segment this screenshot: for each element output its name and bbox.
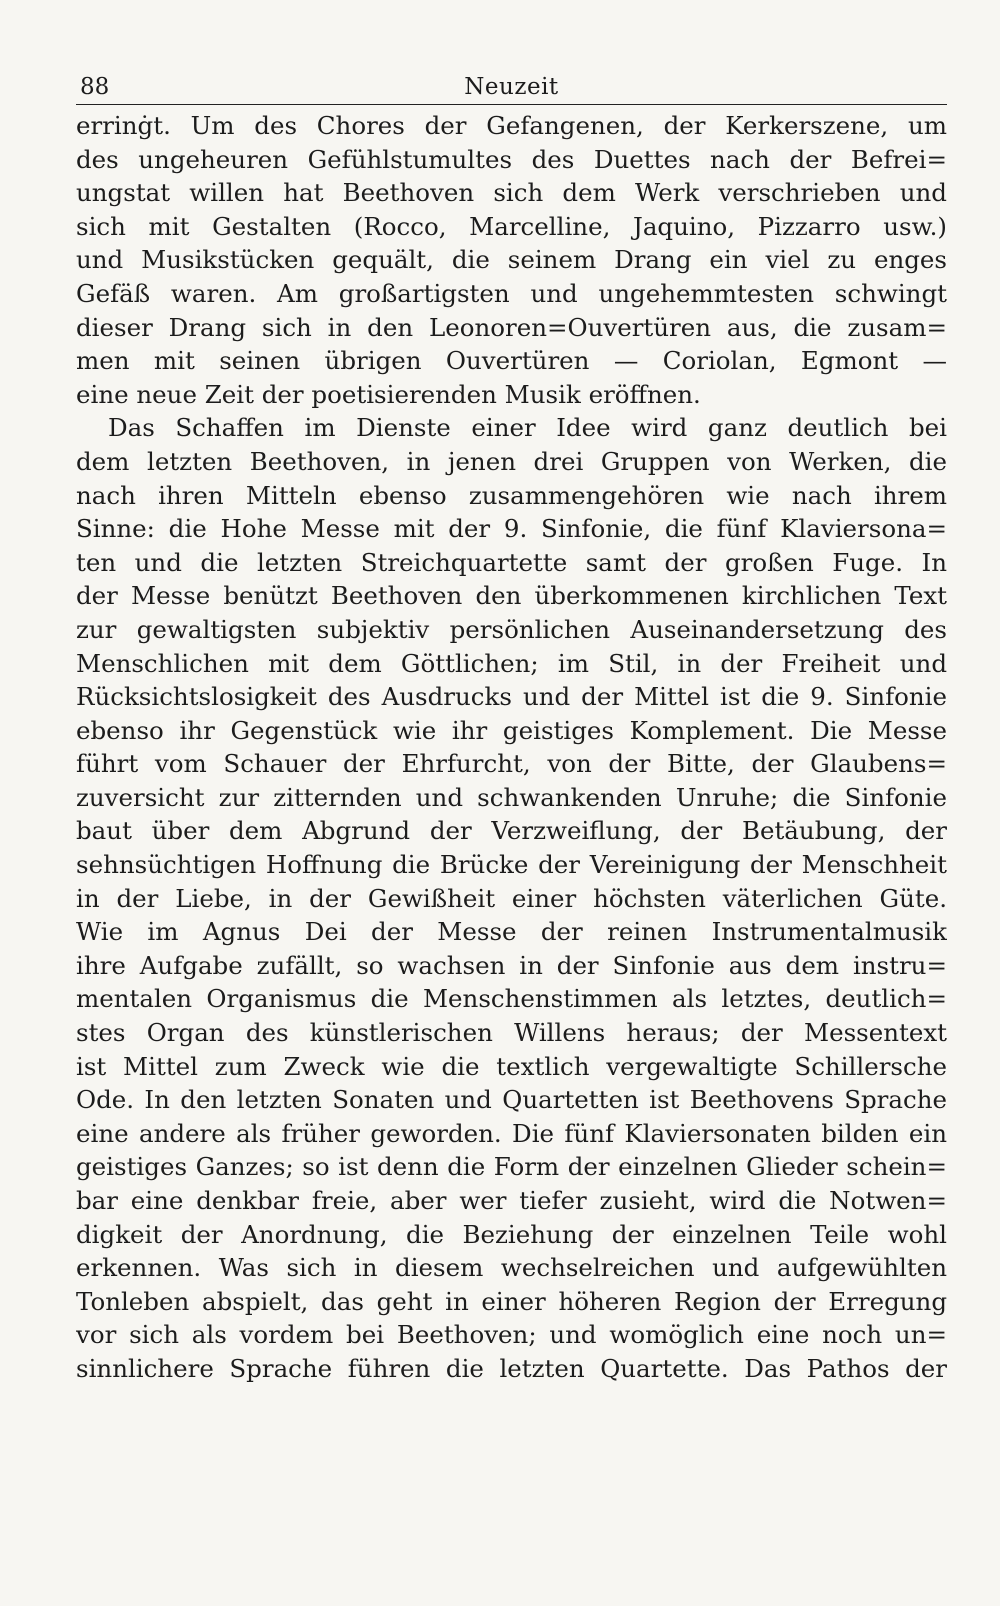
text-line: ebenso ihr Gegenstück wie ihr geistiges Komplement. Die Messe [76, 715, 947, 745]
text-line: digkeit der Anordnung, die Beziehung der einzelnen Teile wohl [76, 1219, 947, 1249]
running-header [76, 70, 947, 105]
text-line: bar eine denkbar freie, aber wer tiefer zusieht, wird die Notwen= [76, 1186, 947, 1215]
text-line: führt vom Schauer der Ehrfurcht, von der Bitte, der Glaubens= [76, 749, 947, 779]
text-line: des ungeheuren Gefühlstumultes des Duettes nach der Befrei= [76, 144, 947, 174]
text-line: errinġt. Um des Chores der Gefangenen, der Kerkerszene, um [76, 111, 947, 140]
text-line: dieser Drang sich in den Leonoren=Ouvertüren aus, die zusam= [76, 312, 947, 342]
text-line: baut über dem Abgrund der Verzweiflung, der Betäubung, der [76, 816, 947, 846]
text-line: ist Mittel zum Zweck wie die textlich vergewaltigte Schillersche [76, 1051, 947, 1081]
text-line: in der Liebe, in der Gewißheit einer höchsten väterlichen Güte. [76, 883, 947, 913]
text-line: nach ihren Mitteln ebenso zusammengehören wie nach ihrem [76, 480, 947, 510]
text-line: men mit seinen übrigen Ouvertüren — Coriolan, Egmont — [76, 346, 947, 376]
text-line: Wie im Agnus Dei der Messe der reinen Instrumentalmusik [76, 917, 947, 947]
text-line: ungstat willen hat Beethoven sich dem Werk verschrieben und [76, 178, 947, 208]
text-line: zuversicht zur zitternden und schwankenden Unruhe; die Sinfonie [76, 782, 947, 812]
text-line: zur gewaltigsten subjektiv persönlichen Auseinandersetzung des [76, 614, 947, 644]
paragraph-start-line: Das Schaffen im Dienste einer Idee wird ganz deutlich bei [108, 413, 947, 443]
text-line: vor sich als vordem bei Beethoven; und womöglich eine noch un= [76, 1320, 947, 1350]
text-line: Rücksichtslosigkeit des Ausdrucks und der Mittel ist die 9. Sinfonie [76, 682, 947, 712]
text-line: mentalen Organismus die Menschenstimmen als letztes, deutlich= [76, 984, 947, 1014]
body-text [76, 109, 947, 1386]
text-line: sinnlichere Sprache führen die letzten Quartette. Das Pathos der [76, 1353, 947, 1383]
text-line: geistiges Ganzes; so ist denn die Form der einzelnen Glieder schein= [76, 1152, 947, 1182]
text-line: der Messe benützt Beethoven den überkommenen kirchlichen Text [76, 581, 947, 611]
text-line: Tonleben abspielt, das geht in einer höheren Region der Erregung [76, 1286, 947, 1316]
page-number: 88 [80, 74, 110, 100]
text-line: und Musikstücken gequält, die seinem Drang ein viel zu enges [76, 245, 947, 275]
text-line: eine andere als früher geworden. Die fünf Klaviersonaten bilden ein [76, 1118, 947, 1148]
text-line: sehnsüchtigen Hoffnung die Brücke der Vereinigung der Menschheit [76, 850, 947, 880]
paragraph-end-line: eine neue Zeit der poetisierenden Musik eröffnen. [76, 379, 701, 409]
text-line: ten und die letzten Streichquartette samt der großen Fuge. In [76, 547, 947, 577]
text-line: erkennen. Was sich in diesem wechselreichen und aufgewühlten [76, 1253, 947, 1283]
text-line: Gefäß waren. Am großartigsten und ungehemmtesten schwingt [76, 278, 947, 308]
text-line: Ode. In den letzten Sonaten und Quartetten ist Beethovens Sprache [76, 1085, 947, 1115]
text-line: Menschlichen mit dem Göttlichen; im Stil, in der Freiheit und [76, 648, 947, 678]
text-line: ihre Aufgabe zufällt, so wachsen in der Sinfonie aus dem instru= [76, 950, 947, 980]
text-line: stes Organ des künstlerischen Willens heraus; der Messentext [76, 1018, 947, 1048]
text-line: dem letzten Beethoven, in jenen drei Gruppen von Werken, die [76, 446, 947, 476]
running-title: Neuzeit [464, 74, 559, 100]
text-line: Sinne: die Hohe Messe mit der 9. Sinfonie, die fünf Klaviersona= [76, 514, 947, 544]
text-line: sich mit Gestalten (Rocco, Marcelline, Jaquino, Pizzarro usw.) [76, 211, 947, 241]
